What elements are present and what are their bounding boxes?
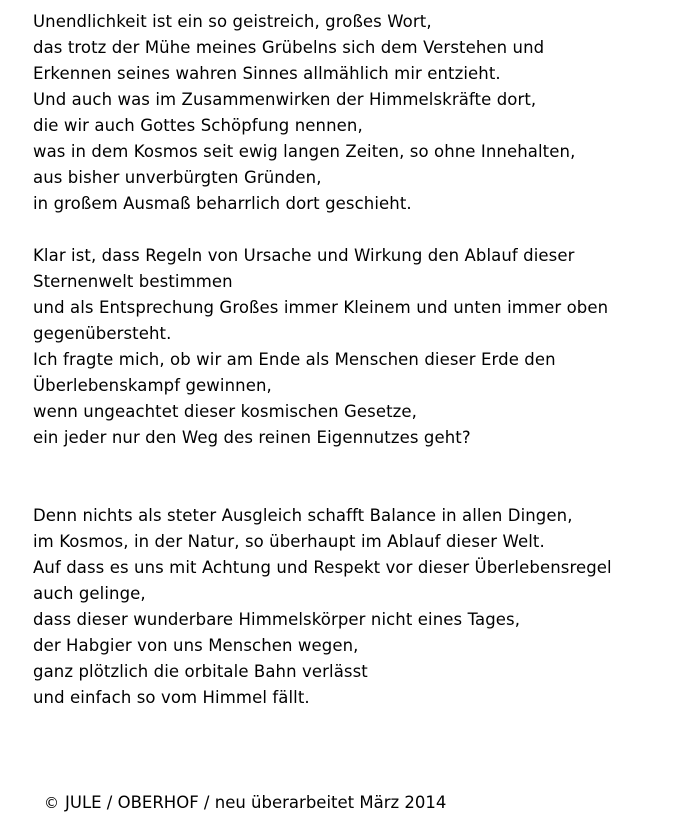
stanza-1 <box>33 9 673 217</box>
poem-line: Und auch was im Zusammenwirken der Himmelskräfte dort, <box>33 90 537 109</box>
poem-line: das trotz der Mühe meines Grübelns sich dem Verstehen und <box>33 38 545 57</box>
poem-line: im Kosmos, in der Natur, so überhaupt im Ablauf dieser Welt. <box>33 532 545 551</box>
poem-line: wenn ungeachtet dieser kosmischen Gesetze, <box>33 402 418 421</box>
stanza-spacer <box>33 451 673 503</box>
poem-line: gegenübersteht. <box>33 324 172 343</box>
poem-line: Unendlichkeit ist ein so geistreich, großes Wort, <box>33 12 432 31</box>
poem-line: ein jeder nur den Weg des reinen Eigennutzes geht? <box>33 428 471 447</box>
poem-line: und einfach so vom Himmel fällt. <box>33 688 310 707</box>
stanza-spacer <box>33 217 673 243</box>
poem-line: ganz plötzlich die orbitale Bahn verlässt <box>33 662 368 681</box>
poem-line: die wir auch Gottes Schöpfung nennen, <box>33 116 363 135</box>
poem-line: aus bisher unverbürgten Gründen, <box>33 168 322 187</box>
poem-line: dass dieser wunderbare Himmelskörper nicht eines Tages, <box>33 610 521 629</box>
poem-line: Auf dass es uns mit Achtung und Respekt vor dieser Überlebensregel <box>33 558 612 577</box>
copyright-icon: © <box>44 794 59 812</box>
poem-line: Überlebenskampf gewinnen, <box>33 376 272 395</box>
poem-line: Ich fragte mich, ob wir am Ende als Menschen dieser Erde den <box>33 350 556 369</box>
stanza-3 <box>33 503 673 711</box>
poem-line: Sternenwelt bestimmen <box>33 272 233 291</box>
poem <box>33 9 673 711</box>
poem-line: Erkennen seines wahren Sinnes allmählich mir entzieht. <box>33 64 501 83</box>
stanza-2 <box>33 243 673 451</box>
poem-line: was in dem Kosmos seit ewig langen Zeiten, so ohne Innehalten, <box>33 142 576 161</box>
poem-line: Klar ist, dass Regeln von Ursache und Wirkung den Ablauf dieser <box>33 246 575 265</box>
poem-line: auch gelinge, <box>33 584 146 603</box>
poem-line: Denn nichts als steter Ausgleich schafft Balance in allen Dingen, <box>33 506 573 525</box>
copyright-footer <box>44 790 446 816</box>
poem-line: der Habgier von uns Menschen wegen, <box>33 636 359 655</box>
poem-line: in großem Ausmaß beharrlich dort geschieht. <box>33 194 412 213</box>
poem-line: und als Entsprechung Großes immer Kleinem und unten immer oben <box>33 298 609 317</box>
copyright-text: JULE / OBERHOF / neu überarbeitet März 2014 <box>65 793 447 812</box>
